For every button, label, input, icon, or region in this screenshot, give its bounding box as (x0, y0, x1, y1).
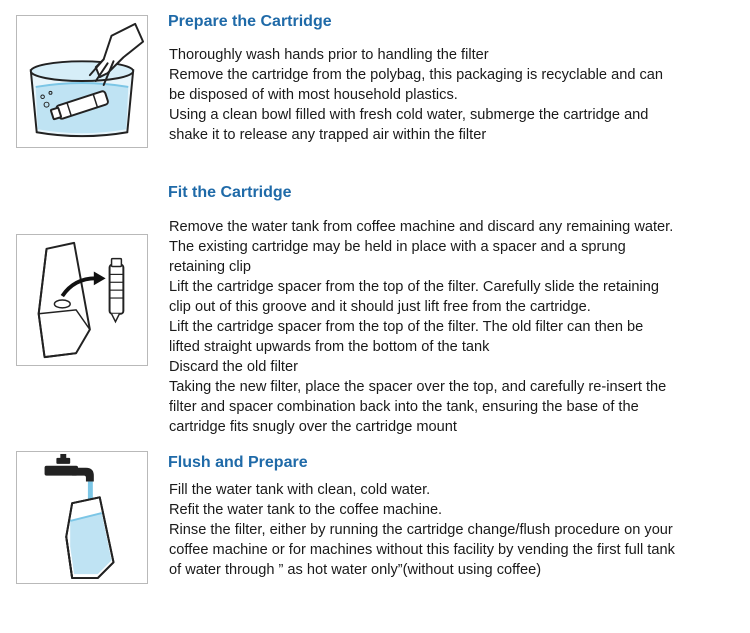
body-line: Taking the new filter, place the spacer over the top, and carefully re-insert the (169, 379, 667, 395)
body-line: cartridge fits snugly over the cartridge mount (169, 419, 457, 435)
body-line: Remove the water tank from coffee machine and discard any remaining water. (169, 219, 674, 235)
body-line: Fill the water tank with clean, cold water. (169, 482, 431, 498)
tap-filling-tank-illustration (16, 451, 148, 584)
body-line: Discard the old filter (169, 359, 298, 375)
section-title: Prepare the Cartridge (168, 13, 332, 30)
body-line: The existing cartridge may be held in place with a spacer and a sprung (169, 239, 626, 255)
body-line: Using a clean bowl filled with fresh cold water, submerge the cartridge and (169, 107, 649, 123)
body-line: coffee machine or for machines without this facility by vending the first full tank (169, 542, 675, 558)
body-line: retaining clip (169, 259, 251, 275)
body-line: lifted straight upwards from the bottom of the tank (169, 339, 490, 355)
body-line: Thoroughly wash hands prior to handling the filter (169, 47, 489, 63)
tank-cartridge-insert-illustration (16, 234, 148, 366)
body-line: Lift the cartridge spacer from the top of the filter. The old filter can then be (169, 319, 644, 335)
body-line: Refit the water tank to the coffee machine. (169, 502, 443, 518)
section-title: Fit the Cartridge (168, 184, 292, 201)
body-line: Rinse the filter, either by running the cartridge change/flush procedure on your (169, 522, 673, 538)
section-title: Flush and Prepare (168, 454, 308, 471)
body-line: clip out of this groove and it should just lift free from the cartridge. (169, 299, 591, 315)
section-body (169, 480, 739, 580)
body-line: filter and spacer combination back into the tank, ensuring the base of the (169, 399, 639, 415)
bowl-cartridge-soak-illustration (16, 15, 148, 148)
body-line: Remove the cartridge from the polybag, this packaging is recyclable and can (169, 67, 664, 83)
section-body (169, 217, 739, 437)
body-line: shake it to release any trapped air within the filter (169, 127, 487, 143)
body-line: be disposed of with most household plastics. (169, 87, 458, 103)
section-body (169, 45, 739, 145)
body-line: of water through ” as hot water only”(without using coffee) (169, 562, 542, 578)
body-line: Lift the cartridge spacer from the top of the filter. Carefully slide the retaining (169, 279, 659, 295)
